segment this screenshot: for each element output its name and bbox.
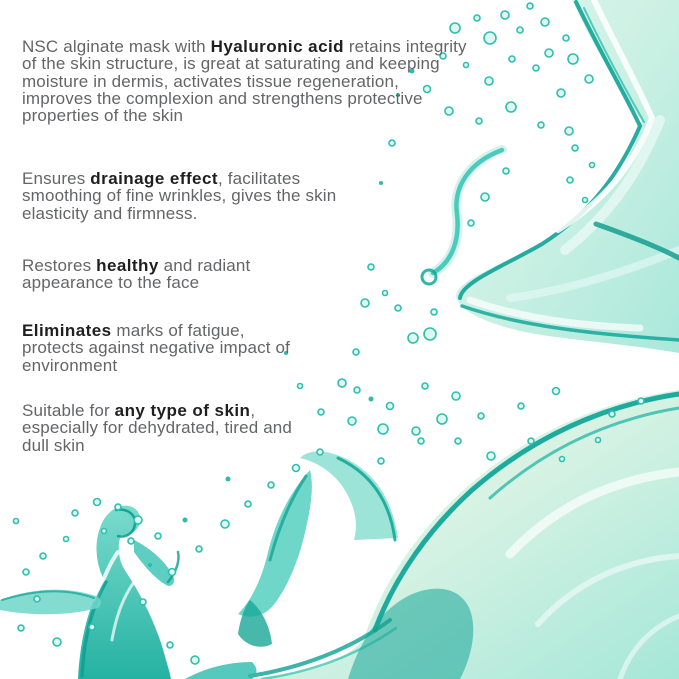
paragraph-text: Suitable for [22, 401, 115, 420]
paragraph-text: and radiant appearance to the face [22, 256, 251, 293]
paragraph-text: , facilitates smoothing of fine wrinkles, gives the skin elasticity and firmness. [22, 169, 337, 223]
paragraph-suitable-skin-types [22, 402, 304, 454]
paragraph-drainage-effect [22, 170, 374, 222]
paragraph-emphasis-healthy: healthy [96, 256, 159, 275]
paragraph-emphasis-drainage-effect: drainage effect [90, 169, 218, 188]
paragraph-eliminates-fatigue [22, 322, 307, 374]
paragraph-restores-healthy [22, 257, 322, 292]
paragraph-text: Ensures [22, 169, 91, 188]
paragraph-mask-description [22, 38, 467, 125]
paragraph-text: , especially for dehydrated, tired and dull skin [22, 401, 293, 455]
paragraph-emphasis-hyaluronic-acid: Hyaluronic acid [210, 37, 344, 56]
paragraph-text: marks of fatigue, protects against negative impact of environment [22, 321, 290, 375]
paragraph-emphasis-any-type-of-skin: any type of skin [114, 401, 251, 420]
paragraph-text: retains integrity of the skin structure, is great at saturating and keeping moisture in dermis, activates tissue regeneration, improves the complexion and strengthens protective properties of the skin [22, 37, 467, 126]
paragraph-emphasis-eliminates: Eliminates [22, 321, 112, 340]
paragraph-text: Restores [22, 256, 97, 275]
paragraph-text: NSC alginate mask with [22, 37, 211, 56]
